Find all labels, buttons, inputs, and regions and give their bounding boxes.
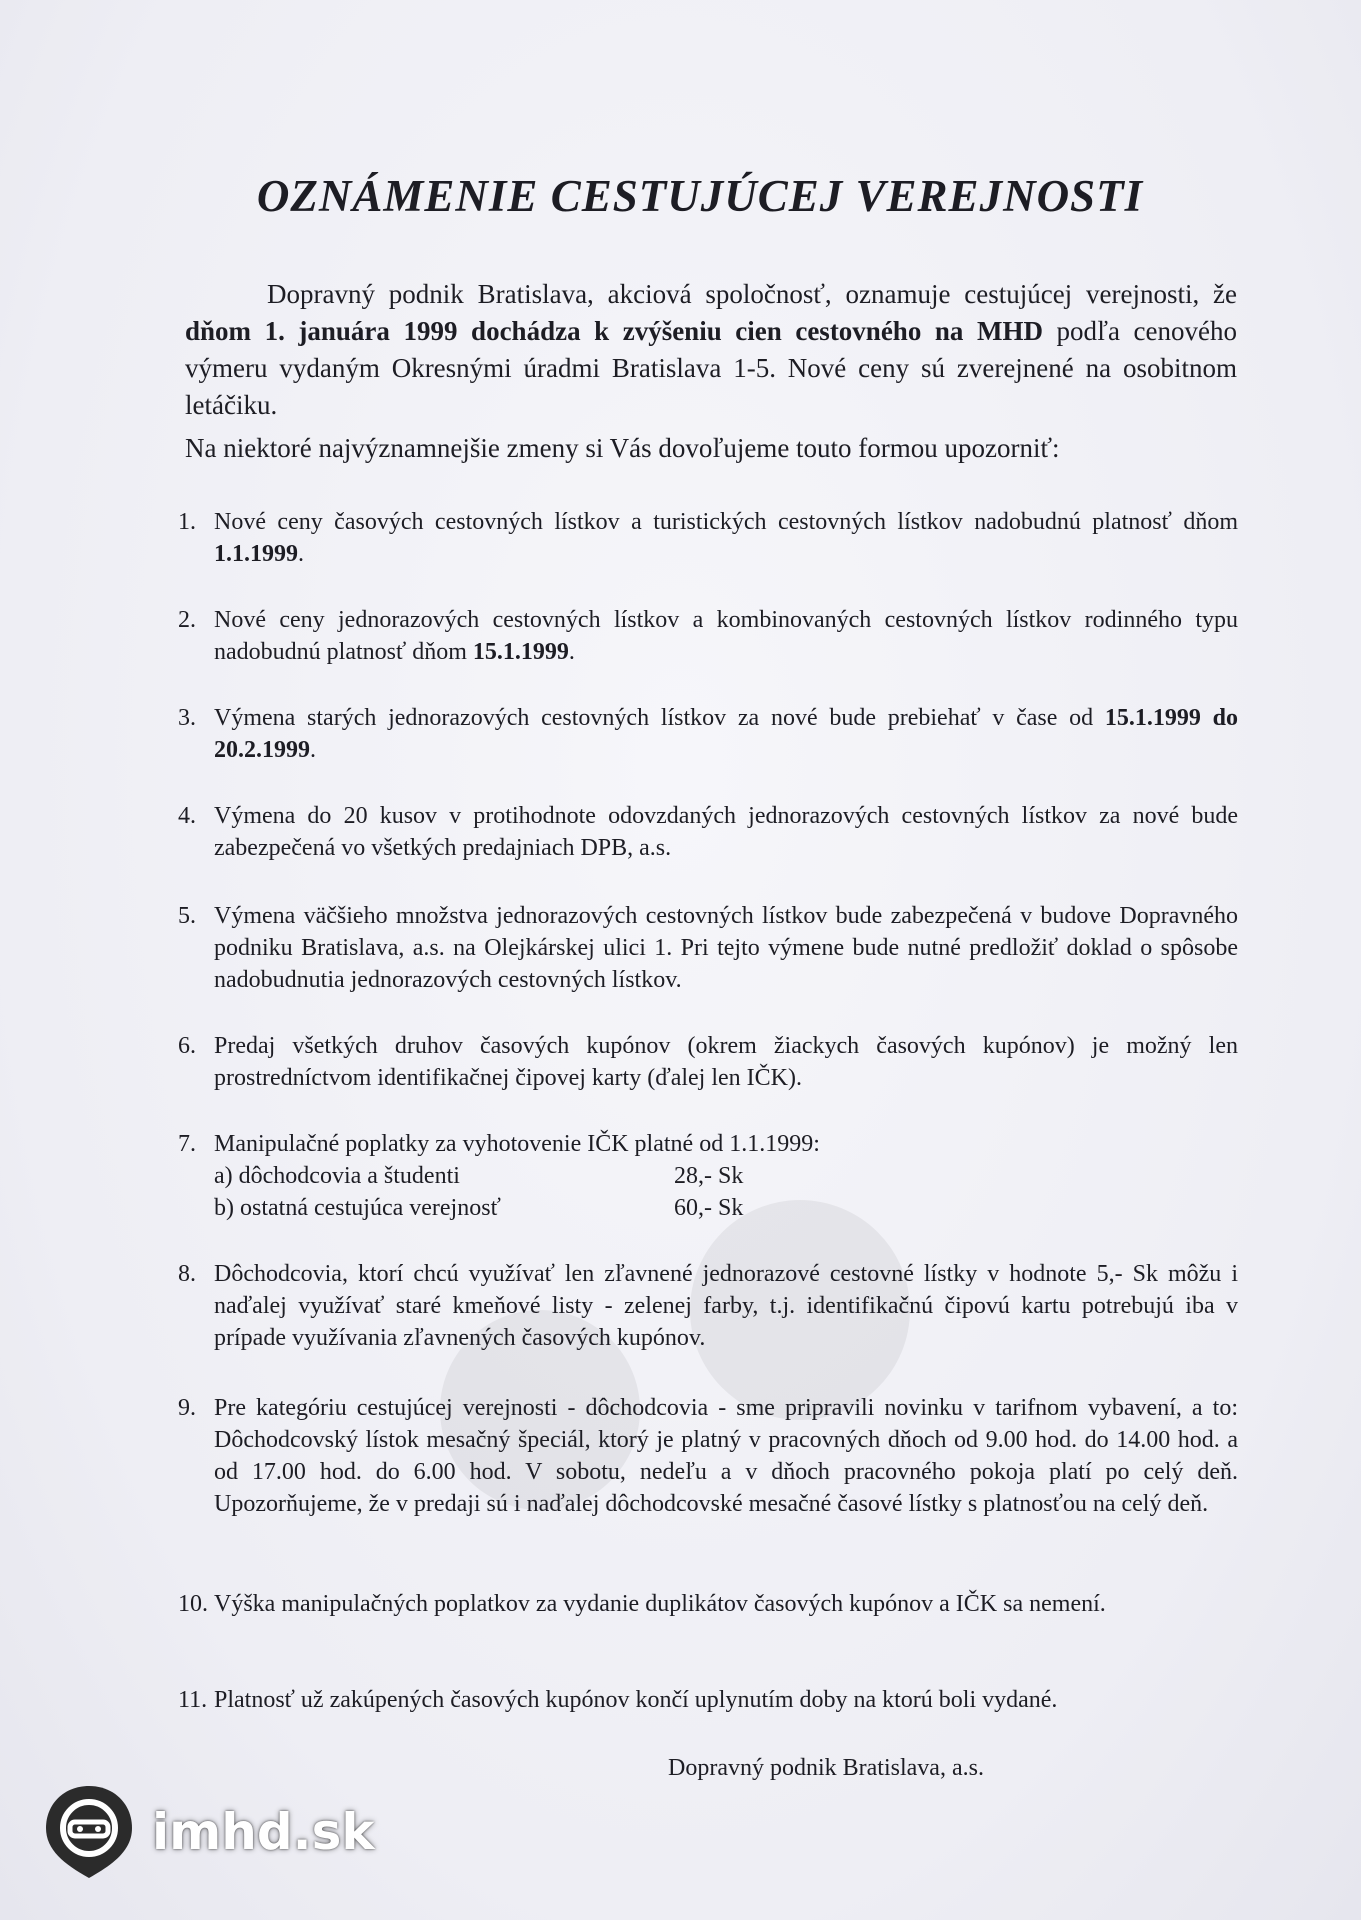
item-number: 2.: [178, 607, 196, 633]
intro-text-2: podľa cenového výmeru vydaným Okresnými úradmi Bratislava 1-5. Nové ceny sú zverejnené na osobitnom letáčiku.: [185, 316, 1238, 420]
item-number: 7.: [178, 1131, 196, 1157]
bus-pin-icon: [40, 1782, 138, 1882]
logo-text: imhd.sk: [152, 1803, 375, 1861]
item-text: Výmena starých jednorazových cestovných lístkov za nové bude prebiehať v čase od: [214, 705, 1105, 731]
intro-text-1: Dopravný podnik Bratislava, akciová spoločnosť, oznamuje cestujúcej verejnosti, že: [267, 279, 1237, 309]
item-text: Výška manipulačných poplatkov za vydanie duplikátov časových kupónov a IČK sa nemení.: [214, 1591, 1106, 1617]
item-number: 3.: [178, 705, 196, 731]
list-item: [178, 1128, 1238, 1224]
signature: Dopravný podnik Bratislava, a.s.: [668, 1755, 984, 1781]
item-text: Nové ceny jednorazových cestovných lístkov a kombinovaných cestovných lístkov rodinného typu nadobudnú platnosť dňom: [214, 607, 1238, 665]
list-item: [178, 800, 1238, 864]
list-item: [178, 702, 1238, 766]
item-date: 15.1.1999: [472, 639, 569, 665]
list-item: [178, 900, 1238, 996]
item-number: 8.: [178, 1261, 196, 1287]
item-text: Predaj všetkých druhov časových kupónov (okrem žiackych časových kupónov) je možný len prostredníctvom identifikačnej čipovej karty (ďalej len IČK).: [214, 1033, 1238, 1091]
list-item: [178, 1392, 1238, 1520]
list-item: [178, 506, 1238, 570]
item-number: 10.: [178, 1591, 208, 1617]
item-text: Manipulačné poplatky za vyhotovenie IČK platné od 1.1.1999:: [214, 1131, 820, 1157]
item-text: Pre kategóriu cestujúcej verejnosti - dôchodcovia - sme pripravili novinku v tarifnom vybavení, a to: Dôchodcovský lístok mesačný špeciál, ktorý je platný v pracovných dňoch od 9.00 hod. do 14.00 hod. a od 17.00 hod. do 6.00 hod. V sobotu, nedeľu a v dňoch pracovného pokoja platí po celý deň. Upozorňujeme, že v predaji sú i naďalej dôchodcovské mesačné časové lístky s platnosťou na celý deň.: [214, 1395, 1238, 1517]
item-number: 1.: [178, 509, 196, 535]
intro-notice: Na niektoré najvýznamnejšie zmeny si Vás dovoľujeme touto formou upozorniť:: [185, 433, 1060, 463]
item-date: 15.1.1999 do 20.2.1999: [214, 705, 1238, 763]
item-text: Výmena väčšieho množstva jednorazových cestovných lístkov bude zabezpečená v budove Dopravného podniku Bratislava, a.s. na Olejkárskej ulici 1. Pri tejto výmene bude nutné predložiť doklad o spôsobe nadobudnutia jednorazových cestovných lístkov.: [214, 903, 1238, 993]
list-item: [178, 1030, 1238, 1094]
item-text: Výmena do 20 kusov v protihodnote odovzdaných jednorazových cestovných lístkov za nové bude zabezpečená vo všetkých predajniach DPB, a.s.: [214, 803, 1238, 861]
item-text: Dôchodcovia, ktorí chcú využívať len zľavnené jednorazové cestovné lístky v hodnote 5,- Sk môžu i naďalej využívať staré kmeňové listy - zelenej farby, t.j. identifikačnú čipovú kartu potrebujú iba v prípade využívania zľavnených časových kupónov.: [214, 1261, 1238, 1351]
fee-row: [214, 1160, 1238, 1192]
item-number: 9.: [178, 1395, 196, 1421]
fee-row: [214, 1192, 1238, 1224]
item-text: Nové ceny časových cestovných lístkov a turistických cestovných lístkov nadobudnú platnosť dňom: [214, 509, 1238, 535]
intro-text-bold: dňom 1. januára 1999 dochádza k zvýšeniu cien cestovného na MHD: [185, 316, 1043, 346]
item-number: 5.: [178, 903, 196, 929]
item-tail: .: [568, 639, 575, 665]
intro-paragraph: [185, 276, 1237, 424]
list-item: [178, 1588, 1238, 1620]
item-number: 11.: [178, 1687, 208, 1713]
fee-label: a) dôchodcovia a študenti: [214, 1163, 460, 1189]
list-item: [178, 1258, 1238, 1354]
list-item: [178, 604, 1238, 668]
fee-label: b) ostatná cestujúca verejnosť: [214, 1195, 501, 1221]
item-tail: .: [310, 737, 316, 763]
imhd-logo[interactable]: [40, 1782, 375, 1882]
list-item: [178, 1684, 1238, 1716]
fee-value: 28,- Sk: [674, 1163, 744, 1189]
item-date: 1.1.1999: [214, 541, 298, 567]
item-number: 4.: [178, 803, 196, 829]
watermark-logo-icon: [430, 1180, 950, 1600]
item-text: Platnosť už zakúpených časových kupónov končí uplynutím doby na ktorú boli vydané.: [214, 1687, 1058, 1713]
item-number: 6.: [178, 1033, 196, 1059]
fee-value: 60,- Sk: [674, 1195, 744, 1221]
item-tail: .: [298, 541, 304, 567]
document-title: OZNÁMENIE CESTUJÚCEJ VEREJNOSTI: [256, 171, 1144, 221]
